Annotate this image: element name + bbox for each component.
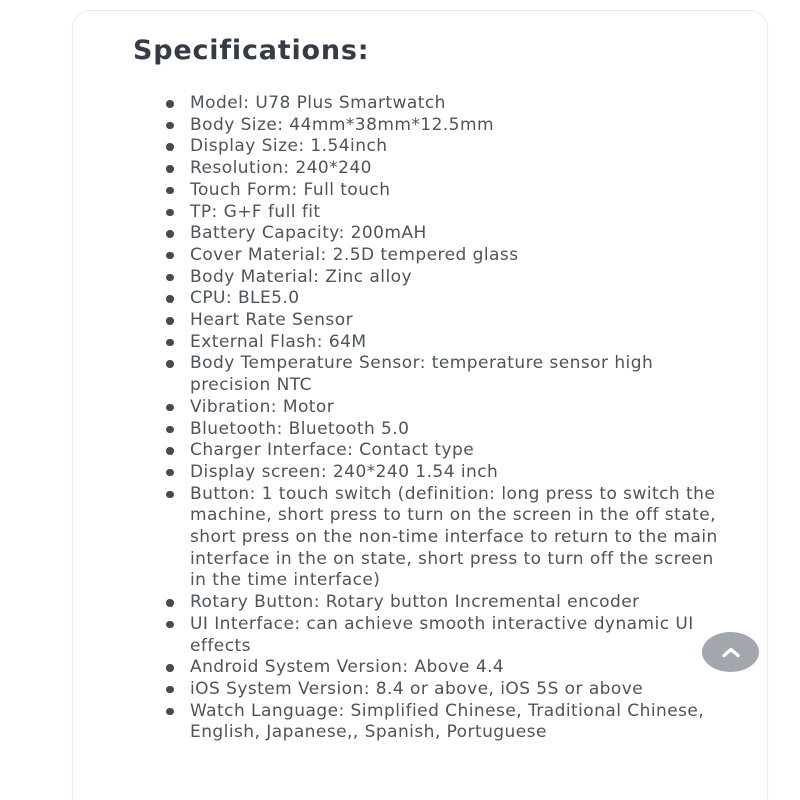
- spec-item: iOS System Version: 8.4 or above, iOS 5S or above: [133, 679, 725, 701]
- spec-item: Cover Material: 2.5D tempered glass: [133, 245, 725, 267]
- spec-item: CPU: BLE5.0: [133, 288, 725, 310]
- chevron-up-icon: [721, 646, 741, 659]
- spec-item: Touch Form: Full touch: [133, 180, 725, 202]
- spec-item: Body Size: 44mm*38mm*12.5mm: [133, 115, 725, 137]
- spec-item: Body Temperature Sensor: temperature sensor high precision NTC: [133, 353, 725, 396]
- spec-item: Model: U78 Plus Smartwatch: [133, 93, 725, 115]
- spec-item: Battery Capacity: 200mAH: [133, 223, 725, 245]
- specs-list: [133, 93, 725, 744]
- spec-item: TP: G+F full fit: [133, 202, 725, 224]
- spec-item: Body Material: Zinc alloy: [133, 267, 725, 289]
- spec-item: UI Interface: can achieve smooth interactive dynamic UI effects: [133, 614, 725, 657]
- card-content: [73, 11, 767, 744]
- scroll-to-top-button[interactable]: [702, 632, 759, 672]
- spec-item: Resolution: 240*240: [133, 158, 725, 180]
- spec-item: Android System Version: Above 4.4: [133, 657, 725, 679]
- spec-item: Display screen: 240*240 1.54 inch: [133, 462, 725, 484]
- spec-item: Vibration: Motor: [133, 397, 725, 419]
- spec-item: Button: 1 touch switch (definition: long press to switch the machine, short press to turn on the screen in the off state, short press on the non-time interface to return to the main interface in the on state, short press to turn off the screen in the time interface): [133, 484, 725, 593]
- spec-item: Watch Language: Simplified Chinese, Traditional Chinese, English, Japanese,, Spanish, Portuguese: [133, 701, 725, 744]
- spec-item: Bluetooth: Bluetooth 5.0: [133, 419, 725, 441]
- spec-item: Charger Interface: Contact type: [133, 440, 725, 462]
- page-title: Specifications:: [133, 35, 370, 66]
- specifications-card: [72, 10, 768, 800]
- spec-item: Heart Rate Sensor: [133, 310, 725, 332]
- spec-item: Rotary Button: Rotary button Incremental encoder: [133, 592, 725, 614]
- spec-item: External Flash: 64M: [133, 332, 725, 354]
- spec-item: Display Size: 1.54inch: [133, 136, 725, 158]
